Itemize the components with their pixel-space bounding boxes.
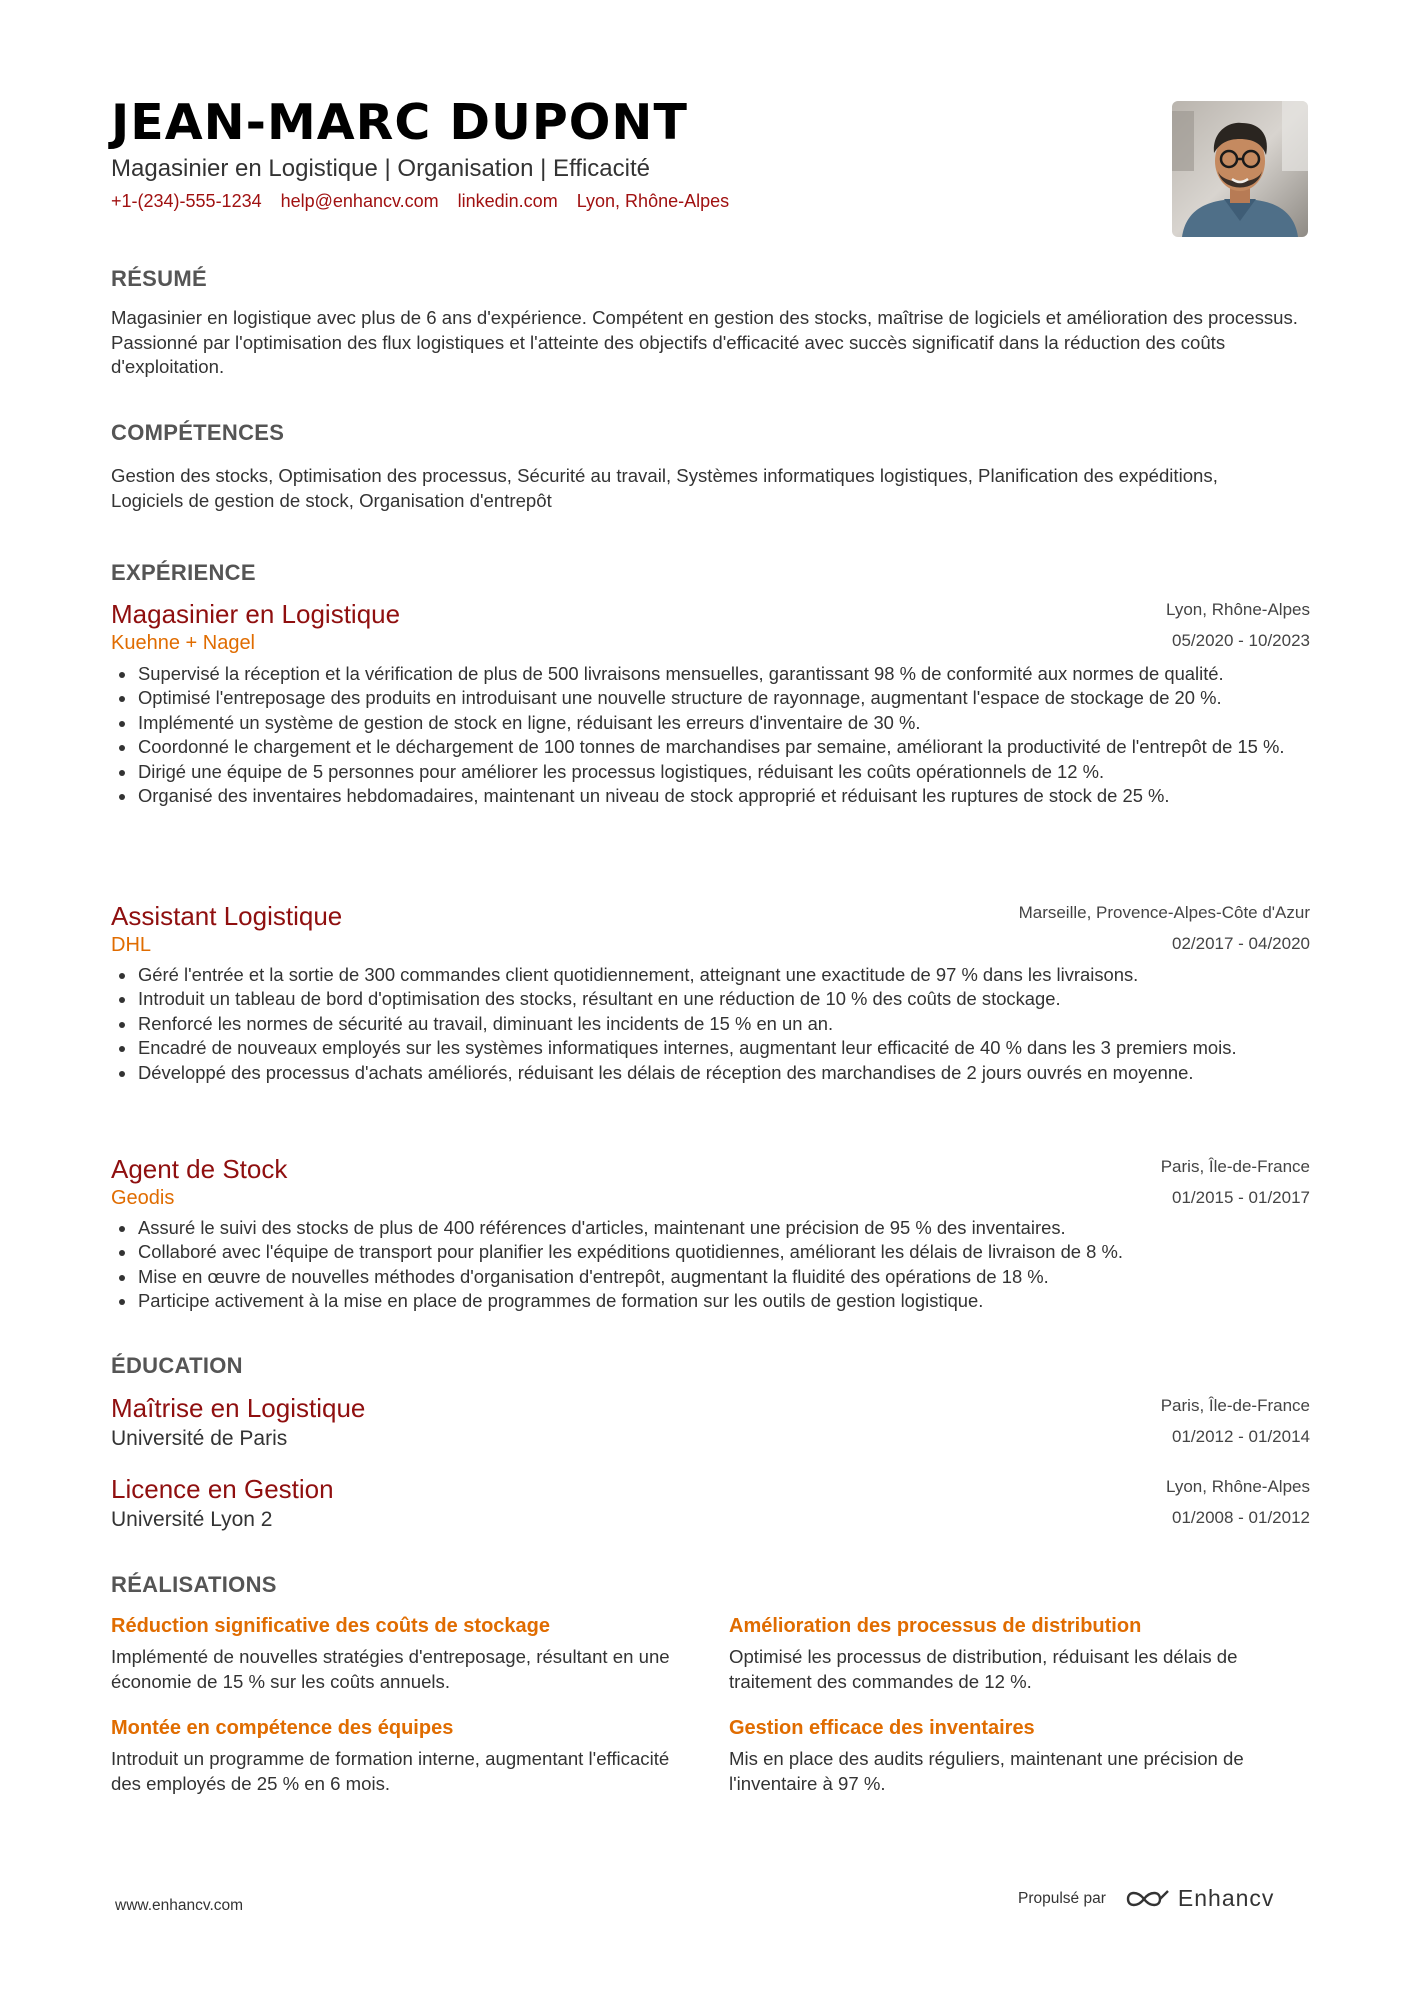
portrait-photo [1172,101,1308,237]
education-school: Université de Paris [111,1427,288,1450]
job-dates: 05/2020 - 10/2023 [1171,631,1310,650]
skills-text: Gestion des stocks, Optimisation des processus, Sécurité au travail, Systèmes informatiques logistiques, Planification des expéditions, Logiciels de gestion de stock, Organisation d'entrepôt [111,465,1218,511]
section-title-education: ÉDUCATION [111,1353,243,1378]
contact-list [111,192,729,210]
resume-header [111,0,1310,240]
job-location: Lyon, Rhône-Alpes [1166,600,1310,619]
job-title: Assistant Logistique [111,901,343,931]
contact-email[interactable]: help@enhancv.com [280,191,439,211]
achievement-text: Implémenté de nouvelles stratégies d'entreposage, résultant en une économie de 15 % sur les coûts annuels. [111,1646,670,1692]
job-location: Paris, Île-de-France [1160,1157,1310,1176]
achievement-text: Mis en place des audits réguliers, maintenant une précision de l'inventaire à 97 %. [729,1748,1244,1794]
job-bullets [111,1216,1310,1314]
achievement-title: Gestion efficace des inventaires [729,1717,1035,1739]
achievement-text: Introduit un programme de formation interne, augmentant l'efficacité des employés de 25 % en 6 mois. [111,1748,670,1794]
achievement-title: Montée en compétence des équipes [111,1717,454,1739]
education-degree: Maîtrise en Logistique [111,1393,366,1423]
job-company: Kuehne + Nagel [111,632,256,654]
list-item: Renforcé les normes de sécurité au travail, diminuant les incidents de 15 % en un an. [138,1012,1310,1036]
summary-text: Magasinier en logistique avec plus de 6 ans d'expérience. Compétent en gestion des stocks, maîtrise de logiciels et amélioration des processus. Passionné par l'optimisation des flux logistiques et l'atteinte des objectifs d'efficacité avec succès significatif dans la réduction des coûts d'exploitation. [111,307,1298,377]
job-company: Geodis [111,1187,175,1209]
job-dates: 02/2017 - 04/2020 [1171,934,1310,953]
list-item: Organisé des inventaires hebdomadaires, maintenant un niveau de stock approprié et réduisant les ruptures de stock de 25 %. [138,784,1310,808]
achievement-title: Amélioration des processus de distribution [729,1615,1142,1637]
section-title-achievements: RÉALISATIONS [111,1572,277,1597]
list-item: Participe activement à la mise en place de programmes de formation sur les outils de gestion logistique. [138,1289,1310,1313]
education-degree: Licence en Gestion [111,1474,334,1504]
list-item: Collaboré avec l'équipe de transport pour planifier les expéditions quotidiennes, améliorant les délais de livraison de 8 %. [138,1240,1310,1264]
achievement-title: Réduction significative des coûts de stockage [111,1615,551,1637]
list-item: Optimisé l'entreposage des produits en introduisant une nouvelle structure de rayonnage, augmentant l'espace de stockage de 20 %. [138,686,1310,710]
portrait-photo-icon [1172,101,1308,237]
list-item: Coordonné le chargement et le déchargement de 100 tonnes de marchandises par semaine, améliorant la productivité de l'entrepôt de 15 %. [138,735,1310,759]
powered-by-label: Propulsé par [1018,1889,1106,1907]
list-item: Géré l'entrée et la sortie de 300 commandes client quotidiennement, atteignant une exactitude de 97 % dans les livraisons. [138,963,1310,987]
job-bullets [111,662,1310,808]
education-location: Lyon, Rhône-Alpes [1166,1477,1310,1496]
job-company: DHL [111,934,152,956]
footer-website[interactable]: www.enhancv.com [115,1897,244,1914]
achievement-text: Optimisé les processus de distribution, réduisant les délais de traitement des commandes de 12 %. [729,1646,1238,1692]
list-item: Mise en œuvre de nouvelles méthodes d'organisation d'entrepôt, augmentant la fluidité des opérations de 18 %. [138,1265,1310,1289]
candidate-tagline: Magasinier en Logistique | Organisation | Efficacité [111,155,650,182]
list-item: Supervisé la réception et la vérification de plus de 500 livraisons mensuelles, garantissant 98 % de conformité aux normes de qualité. [138,662,1310,686]
job-title: Agent de Stock [111,1154,288,1184]
list-item: Assuré le suivi des stocks de plus de 400 références d'articles, maintenant une précision de 95 % des inventaires. [138,1216,1310,1240]
enhancv-logo-icon [1124,1886,1170,1912]
education-school: Université Lyon 2 [111,1508,273,1531]
job-bullets [111,963,1310,1085]
candidate-name: JEAN-MARC DUPONT [111,94,688,151]
contact-location: Lyon, Rhône-Alpes [576,191,730,211]
brand-name: Enhancv [1177,1885,1275,1911]
list-item: Encadré de nouveaux employés sur les systèmes informatiques internes, augmentant leur efficacité de 40 % dans les 3 premiers mois. [138,1036,1310,1060]
section-title-skills: COMPÉTENCES [111,420,285,445]
education-dates: 01/2008 - 01/2012 [1171,1508,1310,1527]
job-title: Magasinier en Logistique [111,599,401,629]
section-title-summary: RÉSUMÉ [111,266,207,291]
section-title-experience: EXPÉRIENCE [111,560,256,585]
contact-phone[interactable]: +1-(234)-555-1234 [111,191,262,211]
list-item: Introduit un tableau de bord d'optimisation des stocks, résultant en une réduction de 10 % des coûts de stockage. [138,987,1310,1011]
footer-branding [1018,1885,1274,1912]
list-item: Implémenté un système de gestion de stock en ligne, réduisant les erreurs d'inventaire de 30 %. [138,711,1310,735]
contact-linkedin[interactable]: linkedin.com [457,191,558,211]
enhancv-brand[interactable] [1124,1885,1275,1912]
list-item: Dirigé une équipe de 5 personnes pour améliorer les processus logistiques, réduisant les coûts opérationnels de 12 %. [138,760,1310,784]
job-dates: 01/2015 - 01/2017 [1171,1188,1310,1207]
education-dates: 01/2012 - 01/2014 [1171,1427,1310,1446]
list-item: Développé des processus d'achats améliorés, réduisant les délais de réception des marchandises de 2 jours ouvrés en moyenne. [138,1061,1310,1085]
education-location: Paris, Île-de-France [1160,1396,1310,1415]
job-location: Marseille, Provence-Alpes-Côte d'Azur [1018,903,1310,922]
resume-page [111,0,1310,1794]
